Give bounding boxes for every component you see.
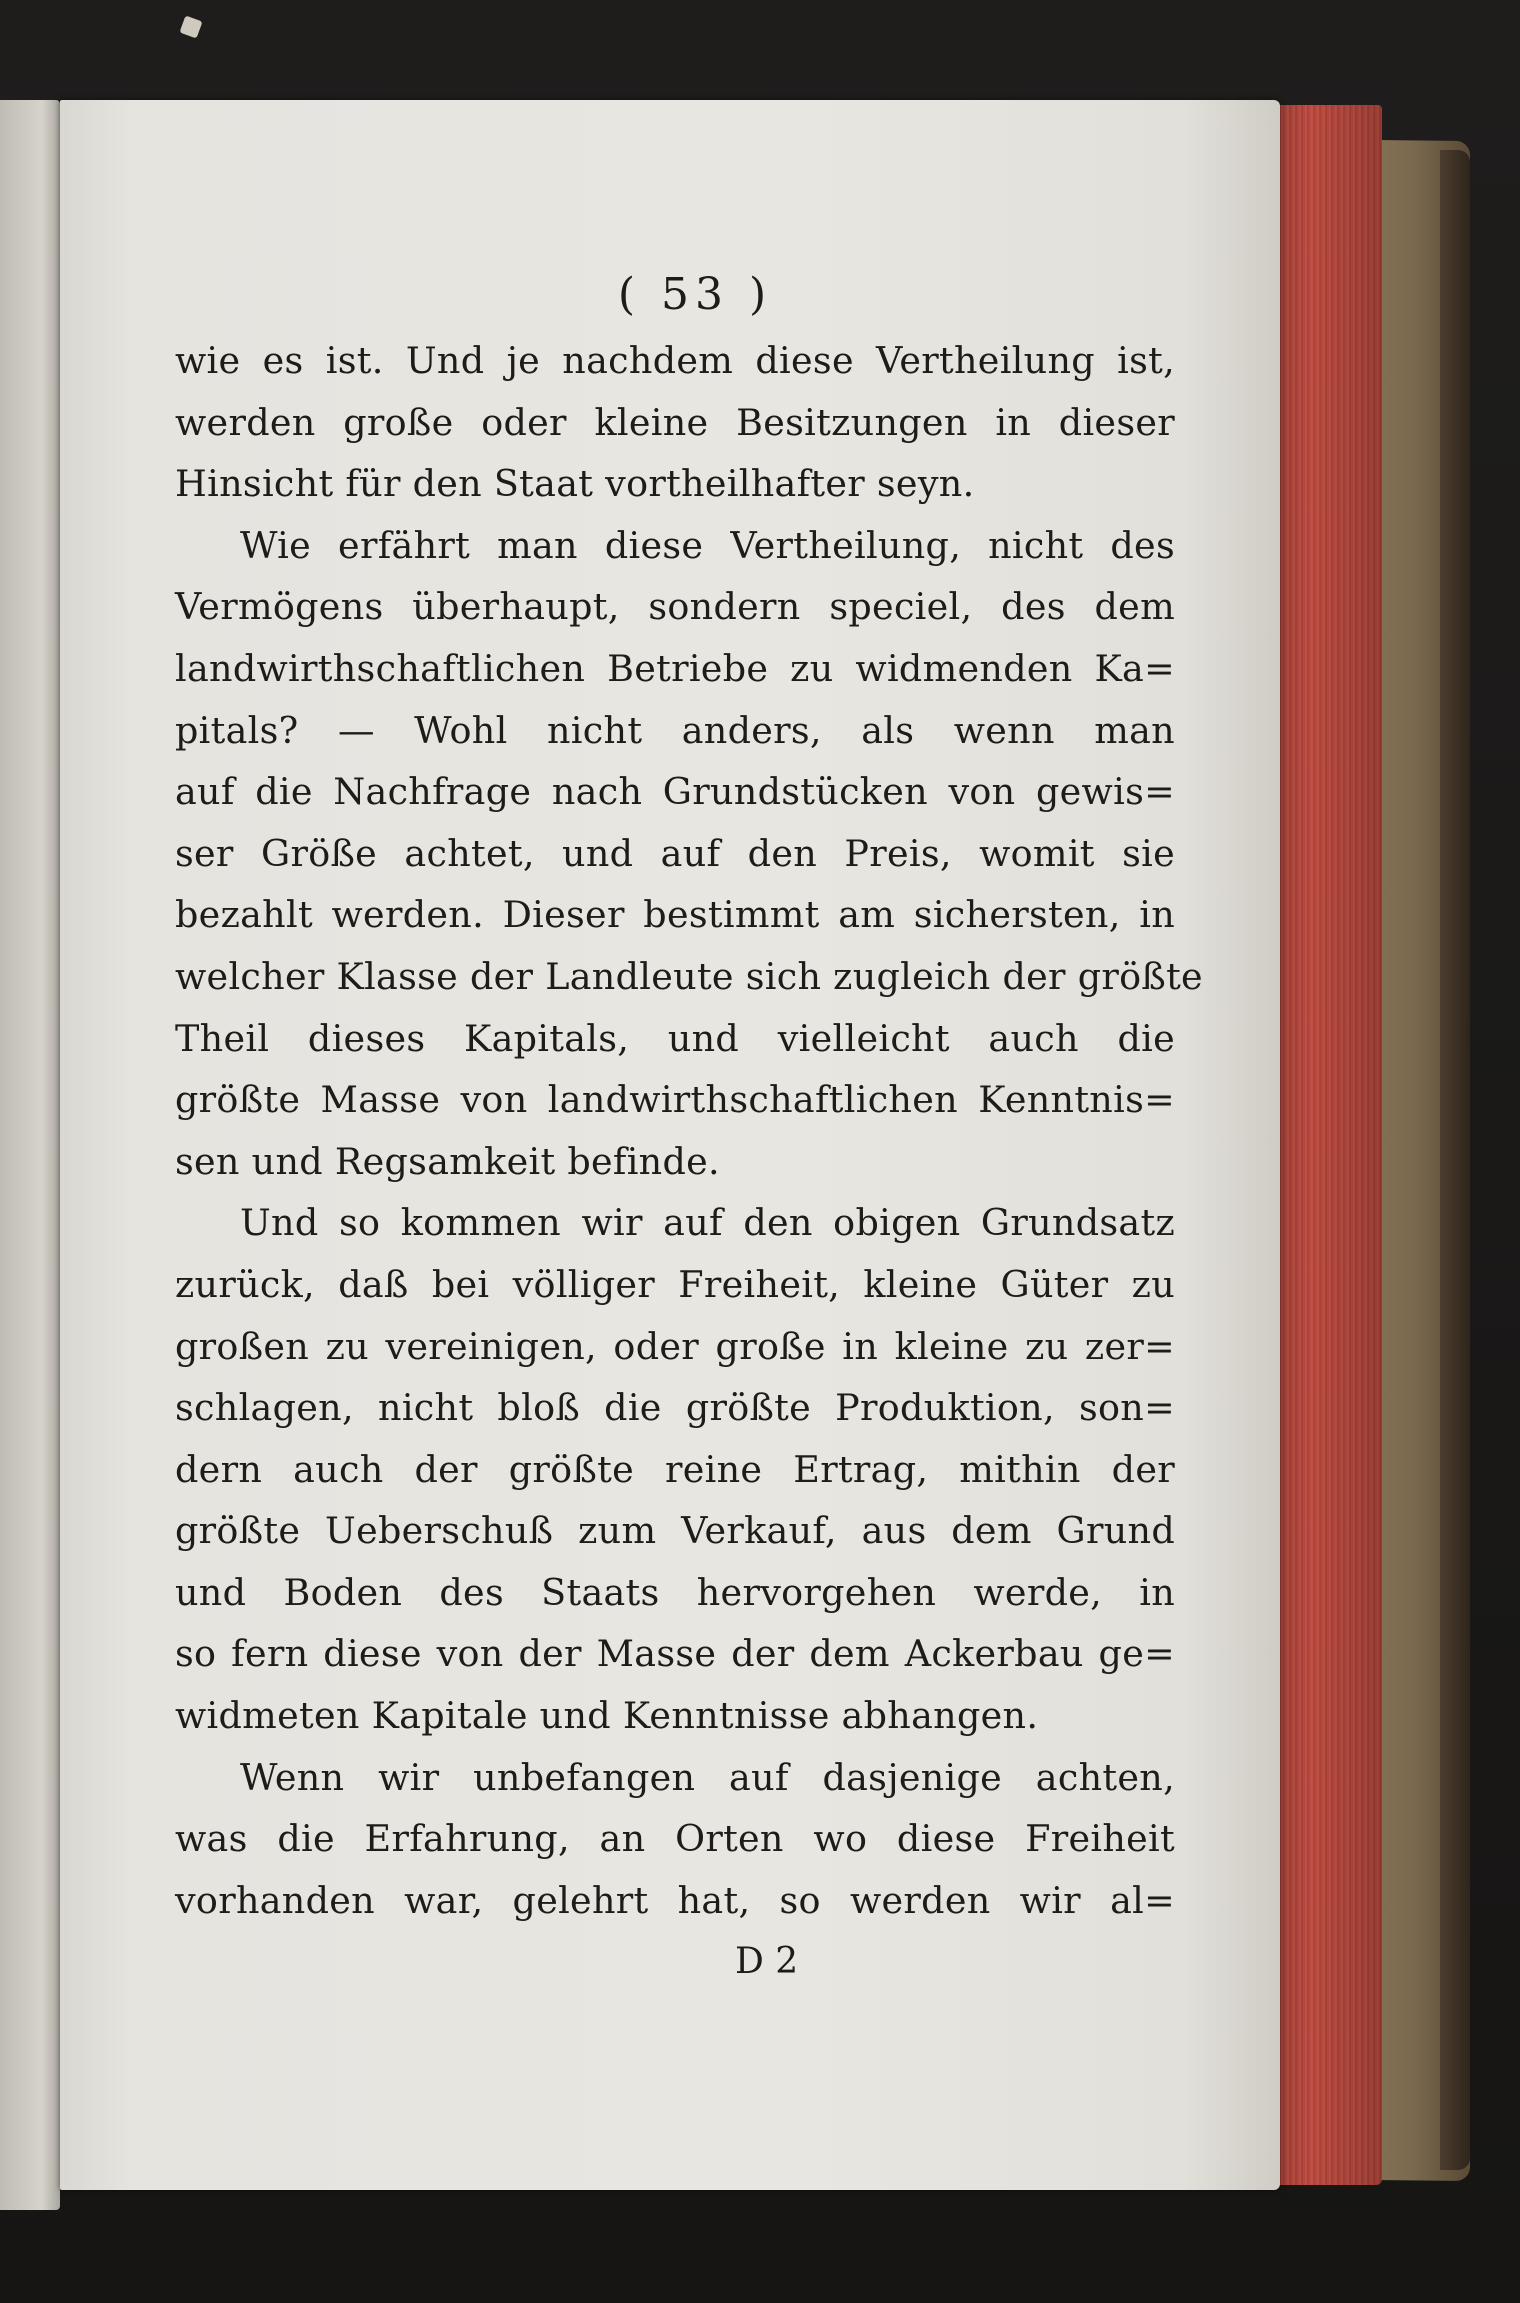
text-line: pitals? — Wohl nicht anders, als wenn man xyxy=(175,708,1175,752)
text-line: werden große oder kleine Besitzungen in dieser xyxy=(175,400,1175,444)
text-line: Vermögens überhaupt, sondern speciel, des dem xyxy=(175,585,1175,629)
signature-mark: D 2 xyxy=(735,1941,799,1983)
text-line: großen zu vereinigen, oder große in kleine zu zer= xyxy=(175,1324,1175,1368)
text-line: landwirthschaftlichen Betriebe zu widmenden Ka= xyxy=(175,646,1175,690)
text-line: Theil dieses Kapitals, und vielleicht auch die xyxy=(175,1016,1175,1060)
book-page xyxy=(60,100,1280,2190)
text-line: wie es ist. Und je nachdem diese Vertheilung ist, xyxy=(175,339,1175,382)
text-line: bezahlt werden. Dieser bestimmt am sichersten, in xyxy=(175,893,1175,937)
text-line: ser Größe achtet, und auf den Preis, womit sie xyxy=(175,831,1175,875)
text-line: und Boden des Staats hervorgehen werde, in xyxy=(175,1570,1175,1614)
page-edges-shade xyxy=(1262,105,1382,2185)
text-line: Wenn wir unbefangen auf dasjenige achten, xyxy=(240,1755,1175,1799)
text-line: größte Ueberschuß zum Verkauf, aus dem Grund xyxy=(175,1509,1175,1553)
text-line: auf die Nachfrage nach Grundstücken von gewis= xyxy=(175,770,1175,814)
dust-speck xyxy=(179,15,202,38)
text-line: vorhanden war, gelehrt hat, so werden wir al= xyxy=(175,1878,1175,1922)
text-line: Und so kommen wir auf den obigen Grundsatz xyxy=(240,1201,1175,1245)
text-line: welcher Klasse der Landleute sich zugleich der größte xyxy=(175,954,1203,998)
text-line: größte Masse von landwirthschaftlichen Kenntnis= xyxy=(175,1078,1175,1122)
text-line: so fern diese von der Masse der dem Ackerbau ge= xyxy=(175,1632,1175,1676)
text-line: widmeten Kapitale und Kenntnisse abhangen. xyxy=(175,1694,1039,1738)
text-line: dern auch der größte reine Ertrag, mithin der xyxy=(175,1447,1175,1491)
previous-page-sliver xyxy=(0,100,60,2210)
back-cover-edge xyxy=(1440,150,1470,2170)
page-text xyxy=(175,260,1203,1993)
text-line: was die Erfahrung, an Orten wo diese Freiheit xyxy=(175,1817,1175,1861)
text-line: zurück, daß bei völliger Freiheit, kleine Güter zu xyxy=(175,1262,1175,1306)
text-line: schlagen, nicht bloß die größte Produktion, son= xyxy=(175,1386,1175,1430)
text-line: sen und Regsamkeit befinde. xyxy=(175,1139,720,1183)
text-line: Wie erfährt man diese Vertheilung, nicht des xyxy=(240,523,1175,567)
text-line: Hinsicht für den Staat vortheilhafter seyn. xyxy=(175,462,975,506)
page-number: ( 53 ) xyxy=(617,269,773,320)
